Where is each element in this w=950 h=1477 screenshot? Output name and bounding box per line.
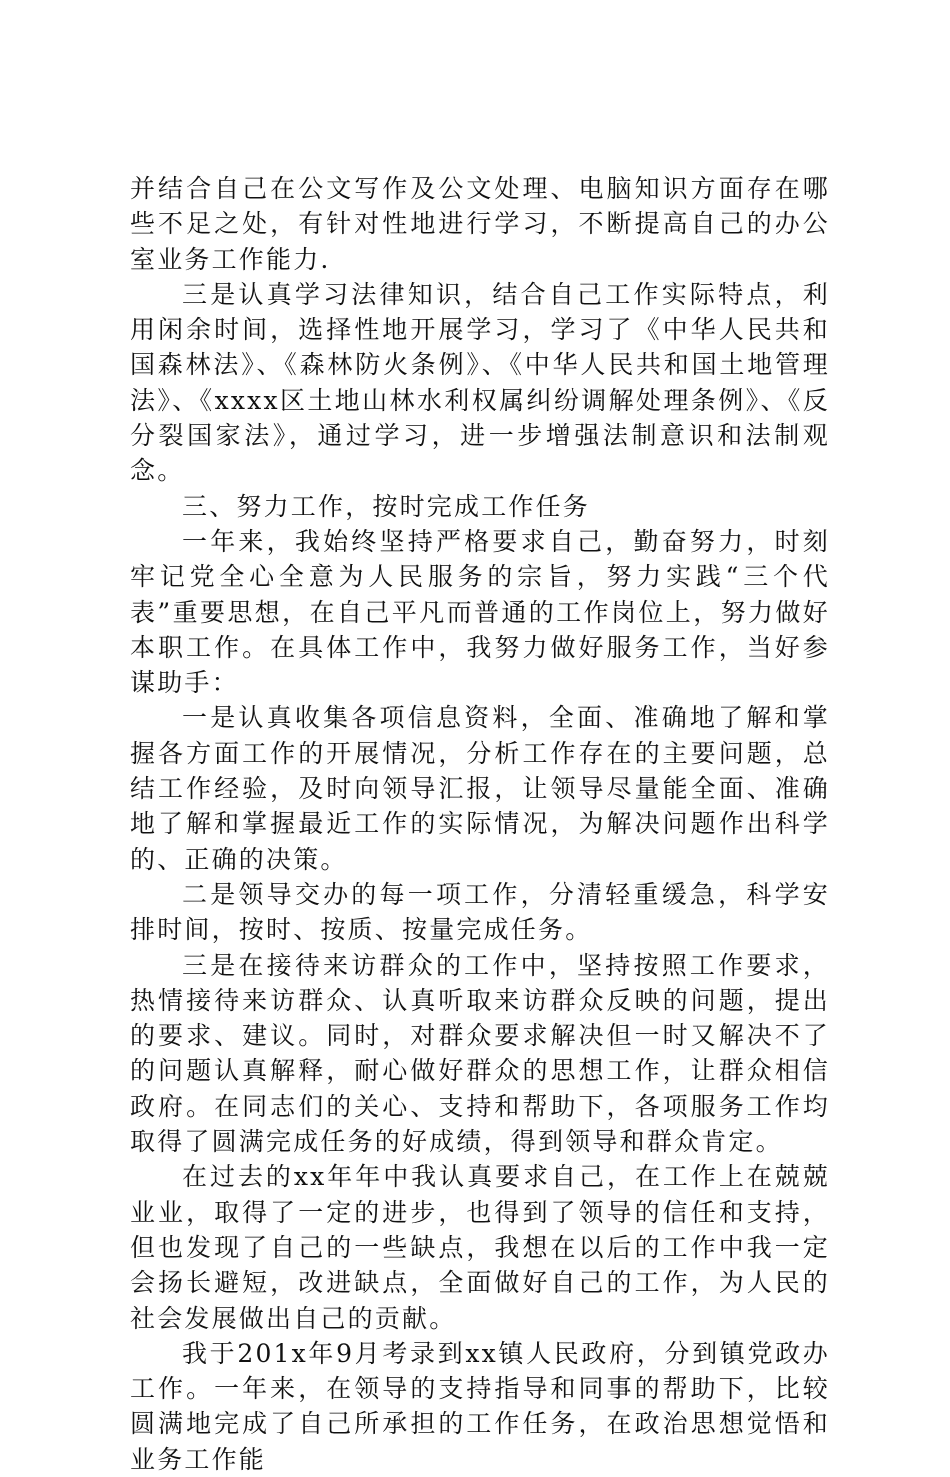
section-heading-work: 三、努力工作，按时完成工作任务 [182, 491, 591, 521]
paragraph-recruitment: 我于201x年9月考录到xx镇人民政府，分到镇党政办工作。一年来，在领导的支持指导和同事的帮助下，比较圆满地完成了自己所承担的工作任务，在政治思想觉悟和业务工作能 [130, 1338, 830, 1474]
paragraph-law-study: 三是认真学习法律知识，结合自己工作实际特点，利用闲余时间，选择性地开展学习，学习了《中华人民共和国森林法》、《森林防火条例》、《中华人民共和国土地管理法》、《xxxx区土地山林水利权属纠纷调解处理条例》、《反分裂国家法》，通过学习，进一步增强法制意识和法制观念。 [130, 279, 830, 486]
paragraph-information-collection: 一是认真收集各项信息资料，全面、准确地了解和掌握各方面工作的开展情况，分析工作存在的主要问题，总结工作经验，及时向领导汇报，让领导尽量能全面、准确地了解和掌握最近工作的实际情况，为解决问题作出科学的、正确的决策。 [130, 703, 830, 874]
paragraph-visitor-reception: 三是在接待来访群众的工作中，坚持按照工作要求，热情接待来访群众、认真听取来访群众反映的问题，提出的要求、建议。同时，对群众要求解决但一时又解决不了的问题认真解释，耐心做好群众的思想工作，让群众相信政府。在同志们的关心、支持和帮助下，各项服务工作均取得了圆满完成任务的好成绩，得到领导和群众肯定。 [130, 950, 830, 1157]
document-body [130, 171, 830, 1477]
paragraph-year-summary: 在过去的xx年年中我认真要求自己，在工作上在兢兢业业，取得了一定的进步，也得到了领导的信任和支持，但也发现了自己的一些缺点，我想在以后的工作中我一定会扬长避短，改进缺点，全面做好自己的工作，为人民的社会发展做出自己的贡献。 [130, 1162, 830, 1333]
paragraph-work-overview: 一年来，我始终坚持严格要求自己，勤奋努力，时刻牢记党全心全意为人民服务的宗旨，努力实践“三个代表”重要思想，在自己平凡而普通的工作岗位上，努力做好本职工作。在具体工作中，我努力做好服务工作，当好参谋助手： [130, 526, 830, 698]
paragraph-continuation: 并结合自己在公文写作及公文处理、电脑知识方面存在哪些不足之处，有针对性地进行学习，不断提高自己的办公室业务工作能力. [130, 174, 830, 274]
paragraph-assigned-tasks: 二是领导交办的每一项工作，分清轻重缓急，科学安排时间，按时、按质、按量完成任务。 [130, 879, 830, 945]
